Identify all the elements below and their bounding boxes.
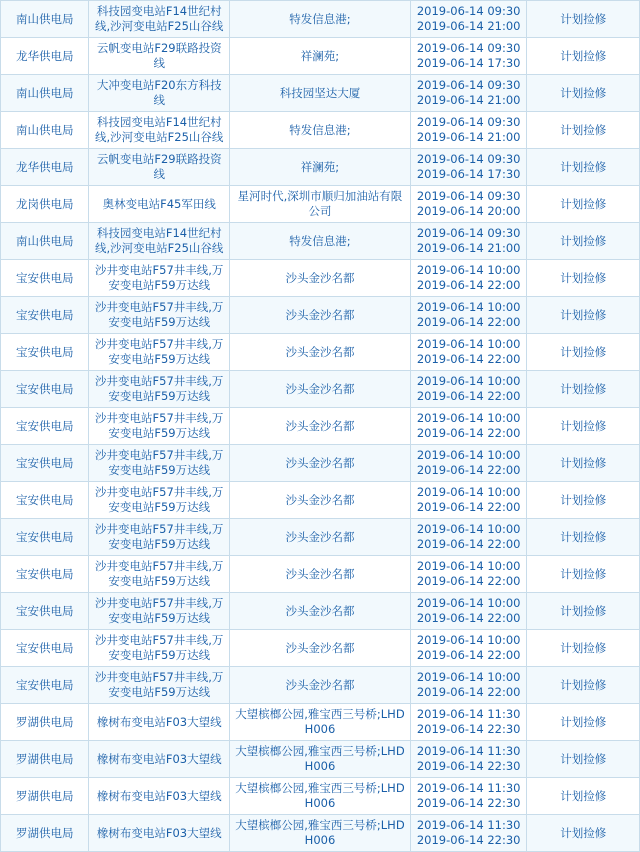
cell-outage-time: [410, 519, 527, 556]
cell-outage-type: 计划捡修: [527, 371, 640, 408]
outage-start-time: 2019-06-14 10:00: [416, 559, 521, 573]
cell-outage-area: 特发信息港;: [230, 112, 411, 149]
cell-outage-area: 沙头金沙名都: [230, 482, 411, 519]
cell-outage-line: 沙井变电站F57井丰线,万安变电站F59万达线: [89, 519, 230, 556]
cell-outage-type: 计划捡修: [527, 38, 640, 75]
outage-start-time: 2019-06-14 11:30: [416, 818, 521, 832]
cell-outage-type: 计划捡修: [527, 704, 640, 741]
cell-outage-type: 计划捡修: [527, 741, 640, 778]
cell-outage-time: [410, 371, 527, 408]
cell-outage-type: 计划捡修: [527, 223, 640, 260]
outage-end-time: 2019-06-14 21:00: [416, 93, 521, 107]
cell-outage-line: 云帆变电站F29联路投资线: [89, 149, 230, 186]
cell-outage-time: [410, 334, 527, 371]
table-row[interactable]: [1, 260, 640, 297]
outage-end-time: 2019-06-14 21:00: [416, 130, 521, 144]
cell-outage-line: 云帆变电站F29联路投资线: [89, 38, 230, 75]
table-row[interactable]: [1, 556, 640, 593]
cell-outage-line: 科技园变电站F14世纪村线,沙河变电站F25山谷线: [89, 112, 230, 149]
outage-start-time: 2019-06-14 10:00: [416, 522, 521, 536]
cell-supply-unit: 南山供电局: [1, 75, 89, 112]
outage-start-time: 2019-06-14 09:30: [416, 115, 521, 129]
outage-end-time: 2019-06-14 22:00: [416, 278, 521, 292]
cell-supply-unit: 宝安供电局: [1, 630, 89, 667]
table-row[interactable]: [1, 297, 640, 334]
cell-outage-type: 计划捡修: [527, 482, 640, 519]
outage-end-time: 2019-06-14 21:00: [416, 19, 521, 33]
cell-supply-unit: 宝安供电局: [1, 260, 89, 297]
cell-outage-area: 特发信息港;: [230, 223, 411, 260]
cell-outage-area: 祥澜苑;: [230, 38, 411, 75]
cell-outage-time: [410, 297, 527, 334]
cell-outage-time: [410, 482, 527, 519]
cell-supply-unit: 龙华供电局: [1, 149, 89, 186]
cell-outage-line: 科技园变电站F14世纪村线,沙河变电站F25山谷线: [89, 1, 230, 38]
outage-end-time: 2019-06-14 22:00: [416, 611, 521, 625]
cell-outage-type: 计划捡修: [527, 667, 640, 704]
outage-end-time: 2019-06-14 22:00: [416, 352, 521, 366]
cell-outage-line: 沙井变电站F57井丰线,万安变电站F59万达线: [89, 482, 230, 519]
cell-supply-unit: 宝安供电局: [1, 408, 89, 445]
cell-outage-line: 沙井变电站F57井丰线,万安变电站F59万达线: [89, 667, 230, 704]
cell-outage-area: 大望槟榔公园,雅宝西三号桥;LHDH006: [230, 741, 411, 778]
outage-start-time: 2019-06-14 10:00: [416, 374, 521, 388]
cell-outage-area: 沙头金沙名都: [230, 260, 411, 297]
cell-outage-type: 计划捡修: [527, 149, 640, 186]
cell-outage-time: [410, 149, 527, 186]
cell-outage-time: [410, 260, 527, 297]
cell-supply-unit: 宝安供电局: [1, 519, 89, 556]
outage-end-time: 2019-06-14 22:30: [416, 833, 521, 847]
cell-supply-unit: 宝安供电局: [1, 667, 89, 704]
cell-outage-line: 橡树布变电站F03大望线: [89, 704, 230, 741]
cell-outage-area: 大望槟榔公园,雅宝西三号桥;LHDH006: [230, 778, 411, 815]
outage-start-time: 2019-06-14 10:00: [416, 263, 521, 277]
cell-supply-unit: 龙岗供电局: [1, 186, 89, 223]
cell-supply-unit: 罗湖供电局: [1, 704, 89, 741]
cell-outage-time: [410, 778, 527, 815]
table-row[interactable]: [1, 112, 640, 149]
table-row[interactable]: [1, 815, 640, 852]
cell-outage-area: 祥澜苑;: [230, 149, 411, 186]
table-row[interactable]: [1, 630, 640, 667]
outage-end-time: 2019-06-14 17:30: [416, 167, 521, 181]
cell-outage-line: 沙井变电站F57井丰线,万安变电站F59万达线: [89, 334, 230, 371]
cell-outage-type: 计划捡修: [527, 260, 640, 297]
cell-outage-area: 沙头金沙名都: [230, 297, 411, 334]
outage-end-time: 2019-06-14 22:30: [416, 759, 521, 773]
table-row[interactable]: [1, 1, 640, 38]
cell-outage-area: 沙头金沙名都: [230, 667, 411, 704]
table-row[interactable]: [1, 445, 640, 482]
cell-outage-area: 大望槟榔公园,雅宝西三号桥;LHDH006: [230, 704, 411, 741]
cell-supply-unit: 宝安供电局: [1, 371, 89, 408]
cell-outage-line: 大冲变电站F20东方科技线: [89, 75, 230, 112]
cell-outage-time: [410, 186, 527, 223]
outage-end-time: 2019-06-14 17:30: [416, 56, 521, 70]
outage-end-time: 2019-06-14 22:30: [416, 796, 521, 810]
cell-outage-line: 沙井变电站F57井丰线,万安变电站F59万达线: [89, 371, 230, 408]
cell-outage-area: 沙头金沙名都: [230, 556, 411, 593]
outage-start-time: 2019-06-14 09:30: [416, 4, 521, 18]
outage-end-time: 2019-06-14 20:00: [416, 204, 521, 218]
cell-outage-type: 计划捡修: [527, 778, 640, 815]
cell-outage-line: 奥林变电站F45军田线: [89, 186, 230, 223]
cell-supply-unit: 宝安供电局: [1, 445, 89, 482]
table-row[interactable]: [1, 149, 640, 186]
cell-outage-type: 计划捡修: [527, 815, 640, 852]
cell-outage-line: 橡树布变电站F03大望线: [89, 815, 230, 852]
table-row[interactable]: [1, 186, 640, 223]
cell-outage-type: 计划捡修: [527, 1, 640, 38]
outage-start-time: 2019-06-14 11:30: [416, 707, 521, 721]
cell-outage-time: [410, 38, 527, 75]
cell-outage-type: 计划捡修: [527, 112, 640, 149]
table-row[interactable]: [1, 519, 640, 556]
table-row[interactable]: [1, 75, 640, 112]
outage-end-time: 2019-06-14 22:00: [416, 685, 521, 699]
cell-outage-time: [410, 556, 527, 593]
cell-outage-area: 特发信息港;: [230, 1, 411, 38]
cell-outage-type: 计划捡修: [527, 334, 640, 371]
outage-end-time: 2019-06-14 22:00: [416, 426, 521, 440]
outage-start-time: 2019-06-14 10:00: [416, 300, 521, 314]
outage-start-time: 2019-06-14 10:00: [416, 448, 521, 462]
cell-outage-line: 科技园变电站F14世纪村线,沙河变电站F25山谷线: [89, 223, 230, 260]
table-row[interactable]: [1, 667, 640, 704]
table-row[interactable]: [1, 38, 640, 75]
cell-supply-unit: 南山供电局: [1, 112, 89, 149]
outage-start-time: 2019-06-14 09:30: [416, 78, 521, 92]
outage-start-time: 2019-06-14 09:30: [416, 152, 521, 166]
cell-outage-time: [410, 1, 527, 38]
table-row[interactable]: [1, 593, 640, 630]
outage-end-time: 2019-06-14 22:00: [416, 500, 521, 514]
cell-outage-area: 星河时代,深圳市顺归加油站有限公司: [230, 186, 411, 223]
outage-end-time: 2019-06-14 22:00: [416, 648, 521, 662]
outage-end-time: 2019-06-14 21:00: [416, 241, 521, 255]
outage-start-time: 2019-06-14 11:30: [416, 781, 521, 795]
cell-outage-type: 计划捡修: [527, 556, 640, 593]
cell-supply-unit: 罗湖供电局: [1, 815, 89, 852]
cell-supply-unit: 罗湖供电局: [1, 741, 89, 778]
outage-end-time: 2019-06-14 22:00: [416, 315, 521, 329]
cell-outage-type: 计划捡修: [527, 75, 640, 112]
cell-outage-area: 科技园坚达大厦: [230, 75, 411, 112]
cell-outage-type: 计划捡修: [527, 408, 640, 445]
cell-outage-area: 沙头金沙名都: [230, 334, 411, 371]
cell-outage-time: [410, 667, 527, 704]
cell-outage-time: [410, 593, 527, 630]
outage-start-time: 2019-06-14 10:00: [416, 596, 521, 610]
cell-outage-area: 沙头金沙名都: [230, 519, 411, 556]
cell-outage-line: 沙井变电站F57井丰线,万安变电站F59万达线: [89, 408, 230, 445]
table-row[interactable]: [1, 334, 640, 371]
cell-outage-time: [410, 75, 527, 112]
cell-outage-time: [410, 630, 527, 667]
outage-start-time: 2019-06-14 10:00: [416, 633, 521, 647]
cell-outage-type: 计划捡修: [527, 630, 640, 667]
outage-start-time: 2019-06-14 10:00: [416, 337, 521, 351]
cell-outage-time: [410, 741, 527, 778]
cell-outage-type: 计划捡修: [527, 445, 640, 482]
cell-outage-line: 沙井变电站F57井丰线,万安变电站F59万达线: [89, 593, 230, 630]
table-row[interactable]: [1, 741, 640, 778]
outage-end-time: 2019-06-14 22:30: [416, 722, 521, 736]
cell-outage-time: [410, 704, 527, 741]
outage-start-time: 2019-06-14 09:30: [416, 189, 521, 203]
outage-table-body: [1, 1, 640, 852]
cell-outage-line: 橡树布变电站F03大望线: [89, 741, 230, 778]
cell-outage-time: [410, 223, 527, 260]
cell-outage-area: 沙头金沙名都: [230, 593, 411, 630]
cell-outage-area: 沙头金沙名都: [230, 630, 411, 667]
outage-start-time: 2019-06-14 10:00: [416, 485, 521, 499]
cell-outage-type: 计划捡修: [527, 519, 640, 556]
cell-outage-time: [410, 445, 527, 482]
cell-outage-type: 计划捡修: [527, 186, 640, 223]
cell-outage-line: 沙井变电站F57井丰线,万安变电站F59万达线: [89, 297, 230, 334]
cell-outage-area: 沙头金沙名都: [230, 371, 411, 408]
outage-end-time: 2019-06-14 22:00: [416, 537, 521, 551]
cell-supply-unit: 宝安供电局: [1, 334, 89, 371]
cell-outage-area: 沙头金沙名都: [230, 445, 411, 482]
cell-supply-unit: 宝安供电局: [1, 297, 89, 334]
cell-supply-unit: 南山供电局: [1, 223, 89, 260]
cell-supply-unit: 龙华供电局: [1, 38, 89, 75]
cell-outage-line: 沙井变电站F57井丰线,万安变电站F59万达线: [89, 260, 230, 297]
outage-start-time: 2019-06-14 09:30: [416, 226, 521, 240]
cell-outage-line: 沙井变电站F57井丰线,万安变电站F59万达线: [89, 445, 230, 482]
cell-supply-unit: 宝安供电局: [1, 556, 89, 593]
outage-end-time: 2019-06-14 22:00: [416, 463, 521, 477]
outage-end-time: 2019-06-14 22:00: [416, 574, 521, 588]
outage-start-time: 2019-06-14 10:00: [416, 411, 521, 425]
cell-supply-unit: 罗湖供电局: [1, 778, 89, 815]
table-row[interactable]: [1, 408, 640, 445]
cell-outage-time: [410, 408, 527, 445]
cell-outage-time: [410, 112, 527, 149]
outage-start-time: 2019-06-14 10:00: [416, 670, 521, 684]
cell-outage-line: 橡树布变电站F03大望线: [89, 778, 230, 815]
outage-start-time: 2019-06-14 09:30: [416, 41, 521, 55]
cell-outage-time: [410, 815, 527, 852]
cell-outage-area: 大望槟榔公园,雅宝西三号桥;LHDH006: [230, 815, 411, 852]
cell-outage-line: 沙井变电站F57井丰线,万安变电站F59万达线: [89, 556, 230, 593]
table-row[interactable]: [1, 704, 640, 741]
cell-outage-area: 沙头金沙名都: [230, 408, 411, 445]
table-row[interactable]: [1, 778, 640, 815]
table-row[interactable]: [1, 482, 640, 519]
outage-start-time: 2019-06-14 11:30: [416, 744, 521, 758]
cell-outage-type: 计划捡修: [527, 593, 640, 630]
cell-supply-unit: 宝安供电局: [1, 593, 89, 630]
table-row[interactable]: [1, 371, 640, 408]
cell-supply-unit: 宝安供电局: [1, 482, 89, 519]
outage-end-time: 2019-06-14 22:00: [416, 389, 521, 403]
cell-outage-type: 计划捡修: [527, 297, 640, 334]
table-row[interactable]: [1, 223, 640, 260]
cell-outage-line: 沙井变电站F57井丰线,万安变电站F59万达线: [89, 630, 230, 667]
cell-supply-unit: 南山供电局: [1, 1, 89, 38]
